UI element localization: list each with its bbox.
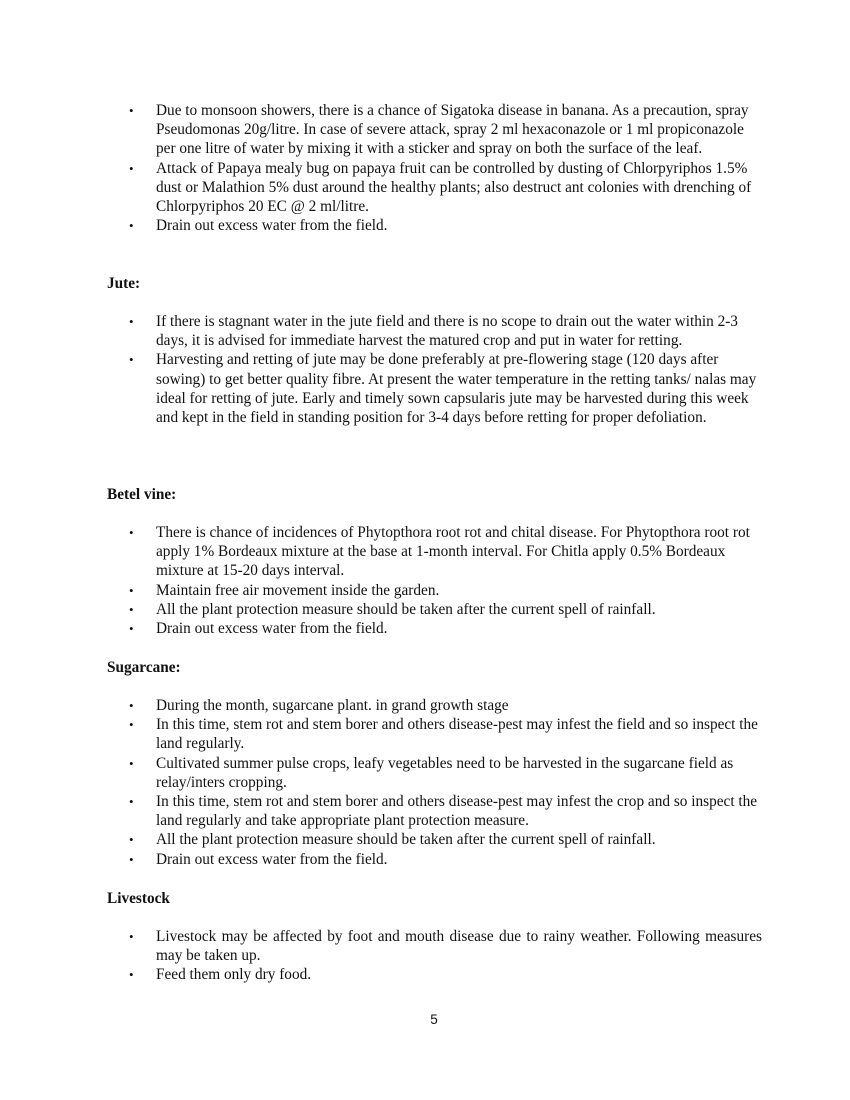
bullet-icon: • <box>129 314 134 329</box>
list-item-text: Cultivated summer pulse crops, leafy vegetables need to be harvested in the sugarcane field as relay/inters cropping. <box>156 754 734 791</box>
section-heading-livestock: Livestock <box>107 890 170 907</box>
intro-section <box>0 101 850 235</box>
list-item <box>0 754 850 792</box>
list-item-text: All the plant protection measure should be taken after the current spell of rainfall. <box>156 831 656 849</box>
list-item-text: Drain out excess water from the field. <box>156 620 388 638</box>
list-item <box>0 216 850 235</box>
list-item-text: Maintain free air movement inside the garden. <box>156 581 440 599</box>
list-item-text: Due to monsoon showers, there is a chance of Sigatoka disease in banana. As a precaution, spray Pseudomonas 20g/litre. In case of severe attack, spray 2 ml hexaconazole or 1 ml propiconazole per one litre of water by mixing it with a sticker and spray on both the surface of the leaf. <box>156 102 749 158</box>
bullet-icon: • <box>129 103 134 118</box>
livestock-section <box>0 927 850 985</box>
page-number: 5 <box>430 1012 438 1027</box>
list-item <box>0 101 850 159</box>
bullet-icon: • <box>129 832 134 848</box>
list-item <box>0 965 850 984</box>
list-item <box>0 581 850 600</box>
list-item-text: Drain out excess water from the field. <box>156 850 388 868</box>
list-item <box>0 850 850 869</box>
list-item-text: Attack of Papaya mealy bug on papaya fruit can be controlled by dusting of Chlorpyriphos 1.5% dust or Malathion 5% dust around the healthy plants; also destruct ant colonies with drenching of Chlorpyriphos 20 EC @ 2 ml/litre. <box>156 159 752 216</box>
section-heading-betel-vine: Betel vine: <box>107 486 177 503</box>
list-item <box>0 927 850 965</box>
intro-bullet-list <box>0 101 850 235</box>
jute-section <box>0 312 850 427</box>
bullet-icon: • <box>129 601 134 617</box>
list-item-text: Livestock may be affected by foot and mouth disease due to rainy weather. Following measures may be taken up. <box>156 928 762 965</box>
bullet-icon: • <box>129 525 134 540</box>
bullet-icon: • <box>129 755 134 771</box>
list-item <box>0 350 850 427</box>
section-heading-jute: Jute: <box>107 275 141 292</box>
list-item <box>0 600 850 619</box>
list-item-text: Feed them only dry food. <box>156 966 312 984</box>
jute-bullet-list <box>0 312 850 427</box>
list-item-text: In this time, stem rot and stem borer and others disease-pest may infest the field and so inspect the land regularly. <box>156 716 758 753</box>
list-item <box>0 619 850 638</box>
list-item <box>0 792 850 830</box>
list-item-text: There is chance of incidences of Phytopthora root rot and chital disease. For Phytopthora root rot apply 1% Bordeaux mixture at the base at 1-month interval. For Chitla apply 0.5% Bordeaux mixture at 15-20 days interval. <box>156 524 750 580</box>
betel-vine-section <box>0 523 850 638</box>
livestock-bullet-list <box>0 927 850 985</box>
list-item <box>0 312 850 350</box>
bullet-icon: • <box>129 352 134 368</box>
bullet-icon: • <box>129 582 134 598</box>
sugarcane-bullet-list <box>0 696 850 869</box>
bullet-icon: • <box>129 929 134 944</box>
bullet-icon: • <box>129 698 134 713</box>
list-item-text: Drain out excess water from the field. <box>156 217 388 235</box>
list-item-text: In this time, stem rot and stem borer and others disease-pest may infest the crop and so inspect the land regularly and take appropriate plant protection measure. <box>156 793 758 830</box>
list-item-text: All the plant protection measure should be taken after the current spell of rainfall. <box>156 600 656 618</box>
bullet-icon: • <box>129 794 134 810</box>
sugarcane-section <box>0 696 850 869</box>
list-item <box>0 159 850 217</box>
list-item-text: During the month, sugarcane plant. in grand growth stage <box>156 697 509 714</box>
list-item-text: Harvesting and retting of jute may be done preferably at pre-flowering stage (120 days after sowing) to get better quality fibre. At present the water temperature in the retting tanks/ nalas may ideal for retting of jute. Early and timely sown capsularis jute may be harvested during this week and kept in the field in standing position for 3-4 days before retting for proper defoliation. <box>156 351 757 427</box>
bullet-icon: • <box>129 851 134 867</box>
betel-bullet-list <box>0 523 850 638</box>
list-item-text: If there is stagnant water in the jute field and there is no scope to drain out the water within 2-3 days, it is advised for immediate harvest the matured crop and put in water for retting. <box>156 313 738 350</box>
list-item <box>0 830 850 849</box>
section-heading-sugarcane: Sugarcane: <box>107 659 181 676</box>
bullet-icon: • <box>129 717 134 733</box>
bullet-icon: • <box>129 967 134 983</box>
list-item <box>0 696 850 715</box>
bullet-icon: • <box>129 160 134 176</box>
list-item <box>0 715 850 753</box>
bullet-icon: • <box>129 218 134 234</box>
bullet-icon: • <box>129 621 134 637</box>
list-item <box>0 523 850 581</box>
